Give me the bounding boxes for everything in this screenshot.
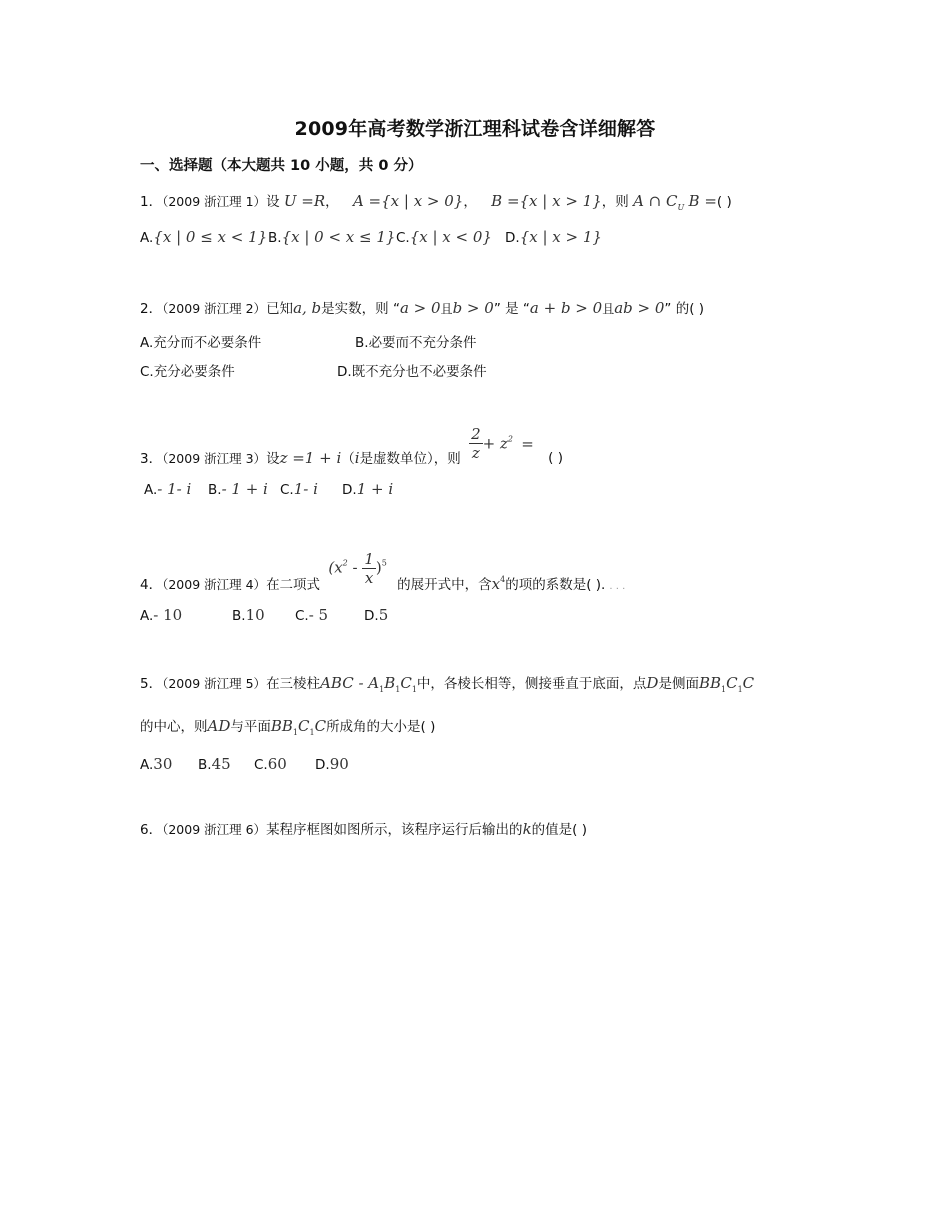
option-b[interactable] <box>208 480 268 498</box>
option-value: 90 <box>329 755 349 773</box>
math-expr: + z <box>482 434 508 453</box>
question-3 <box>140 418 563 469</box>
option-value: {x | 0 < x ≤ 1} <box>281 228 396 246</box>
option-value: - 10 <box>153 606 183 624</box>
option-letter: D. <box>337 364 352 380</box>
math-subscript: 1 <box>411 685 417 694</box>
option-b[interactable] <box>268 228 395 246</box>
option-letter: B. <box>198 757 212 773</box>
option-value: {x | 0 ≤ x < 1} <box>153 228 268 246</box>
option-value: 45 <box>211 755 231 773</box>
math-subscript: 1 <box>309 728 315 737</box>
math-expr: z =1 + i <box>279 449 342 467</box>
math-expr: AD <box>207 717 231 735</box>
math-expr: BB <box>270 717 293 735</box>
math-subscript: 1 <box>292 728 298 737</box>
question-source: （2009 浙江理 1） <box>162 194 267 209</box>
text-run: 的中心，则 <box>140 719 208 735</box>
option-d[interactable] <box>342 480 393 498</box>
question-6 <box>140 818 587 838</box>
text-run: 的项的系数是( ). <box>505 577 606 593</box>
math-subscript: 1 <box>395 685 401 694</box>
question-source: （2009 浙江理 2） <box>162 301 267 316</box>
math-subscript: 1 <box>737 685 743 694</box>
option-letter: B. <box>232 608 246 624</box>
option-c[interactable] <box>295 606 328 624</box>
text-run: ， <box>325 194 339 210</box>
question-5 <box>140 672 754 694</box>
option-letter: A. <box>140 335 154 351</box>
text-run: ， <box>463 194 477 210</box>
option-c[interactable] <box>280 480 318 498</box>
math-expr: k <box>522 820 532 838</box>
math-superscript: 5 <box>381 558 387 567</box>
math-expr: B = <box>688 192 717 210</box>
text-run: 与平面 <box>230 719 271 735</box>
question-number: 4． <box>140 577 163 593</box>
text-run: 在三棱柱 <box>266 676 321 692</box>
answer-paren: ( ) <box>716 194 732 210</box>
question-5-line-2 <box>140 715 435 737</box>
question-1 <box>140 190 732 212</box>
math-expr: C <box>298 717 310 735</box>
question-source: （2009 浙江理 4） <box>162 577 267 592</box>
option-letter: D. <box>505 230 520 246</box>
option-c[interactable] <box>254 755 287 773</box>
option-value: 10 <box>245 606 265 624</box>
math-expr: D <box>646 674 659 692</box>
answer-paren: 的值是( ) <box>531 822 587 838</box>
question-number: 1． <box>140 194 163 210</box>
option-letter: C. <box>140 364 154 380</box>
math-expr: B <box>384 674 396 692</box>
option-letter: D. <box>364 608 379 624</box>
text-run: ，则 <box>601 194 629 210</box>
math-expr: ) <box>375 558 382 576</box>
text-run: 某程序框图如图所示，该程序运行后输出的 <box>266 822 523 838</box>
option-a[interactable] <box>140 228 267 246</box>
math-expr: A ∩ C <box>633 192 678 210</box>
text-run: 是虚数单位），则 <box>359 451 461 467</box>
math-subscript: U <box>677 203 685 212</box>
option-letter: B. <box>208 482 222 498</box>
option-value: 既不充分也不必要条件 <box>351 364 487 380</box>
option-value: 1 + i <box>356 480 394 498</box>
question-number: 2． <box>140 301 163 317</box>
option-value: {x | x > 1} <box>519 228 602 246</box>
question-source: （2009 浙江理 5） <box>162 676 267 691</box>
option-value: 30 <box>153 755 173 773</box>
option-a[interactable] <box>140 331 261 351</box>
option-b[interactable] <box>198 755 231 773</box>
answer-paren: ” 的( ) <box>664 301 705 317</box>
math-expr: = <box>521 434 534 453</box>
math-expr: A ={x | x > 0} <box>352 192 464 210</box>
option-value: - 5 <box>308 606 329 624</box>
option-c[interactable] <box>140 360 235 380</box>
question-source: （2009 浙江理 6） <box>162 822 267 837</box>
option-d[interactable] <box>364 606 388 624</box>
text-run: 是实数，则 “ <box>321 301 400 317</box>
option-letter: A. <box>140 757 154 773</box>
option-letter: C. <box>280 482 294 498</box>
text-run: 且 <box>440 302 453 316</box>
fraction-2-over-z <box>469 425 483 462</box>
answer-paren: 所成角的大小是( ) <box>326 719 436 735</box>
text-run: 且 <box>602 302 615 316</box>
text-run: （ <box>341 451 355 467</box>
option-d[interactable] <box>337 360 487 380</box>
option-d[interactable] <box>505 228 602 246</box>
math-superscript: 4 <box>500 575 506 584</box>
text-run: 已知 <box>266 301 294 317</box>
math-expr: C <box>314 717 327 735</box>
text-run: 是侧面 <box>658 676 699 692</box>
option-value: 充分必要条件 <box>153 364 235 380</box>
option-letter: B. <box>355 335 369 351</box>
question-number: 5． <box>140 676 163 692</box>
text-run: 在二项式 <box>266 577 321 593</box>
option-b[interactable] <box>232 606 265 624</box>
math-expr: a + b > 0 <box>529 299 603 317</box>
option-value: 60 <box>267 755 287 773</box>
option-letter: C. <box>396 230 410 246</box>
option-value: 充分而不必要条件 <box>153 335 262 351</box>
question-source: （2009 浙江理 3） <box>162 451 267 466</box>
page-title: 2009年高考数学浙江理科试卷含详细解答 <box>294 118 656 140</box>
option-letter: C. <box>295 608 309 624</box>
math-expr: C <box>726 674 738 692</box>
fraction-1-over-x <box>362 550 376 587</box>
answer-paren: ( ) <box>548 449 563 466</box>
option-b[interactable] <box>355 331 477 351</box>
trailing-dots: . . . <box>609 581 626 592</box>
option-letter: B. <box>268 230 282 246</box>
fraction-numerator: 2 <box>471 425 481 443</box>
math-expr: U =R <box>283 192 326 210</box>
option-a[interactable] <box>144 480 191 498</box>
math-expr: B ={x | x > 1} <box>491 192 602 210</box>
fraction-denominator: z <box>471 444 480 462</box>
question-number: 3． <box>140 451 163 467</box>
math-subscript: 1 <box>379 685 385 694</box>
option-a[interactable] <box>140 755 172 773</box>
math-expr: x <box>491 575 501 593</box>
option-d[interactable] <box>315 755 349 773</box>
math-expr: ab > 0 <box>614 299 665 317</box>
math-expr: - <box>347 558 363 576</box>
option-a[interactable] <box>140 606 182 624</box>
question-4 <box>140 543 625 593</box>
option-letter: A. <box>140 608 154 624</box>
fraction-numerator: 1 <box>364 549 374 568</box>
option-value: - 1 + i <box>221 480 268 498</box>
option-letter: C. <box>254 757 268 773</box>
math-subscript: 1 <box>721 685 727 694</box>
option-c[interactable] <box>396 228 492 246</box>
math-expr: b > 0 <box>452 299 494 317</box>
math-expr: a, b <box>293 299 322 317</box>
math-expr: (x <box>328 558 343 576</box>
section-heading: 一、选择题（本大题共 10 小题，共 0 分） <box>140 158 423 174</box>
text-run: ” 是 “ <box>493 301 530 317</box>
option-letter: A. <box>140 230 154 246</box>
option-letter: A. <box>144 482 158 498</box>
option-value: 1- i <box>293 480 318 498</box>
fraction-denominator: x <box>364 568 374 587</box>
text-run: 设 <box>266 194 280 210</box>
math-superscript: 2 <box>342 558 348 567</box>
math-superscript: 2 <box>507 434 513 444</box>
math-expr: C <box>400 674 412 692</box>
text-run: 设 <box>266 451 280 467</box>
text-run: 中，各棱长相等，侧接垂直于底面，点 <box>416 676 647 692</box>
question-2 <box>140 297 704 317</box>
math-expr: C <box>742 674 755 692</box>
text-run: 的展开式中，含 <box>397 577 492 593</box>
option-value: - 1- i <box>157 480 192 498</box>
option-value: 必要而不充分条件 <box>368 335 477 351</box>
option-letter: D. <box>315 757 330 773</box>
math-expr: a > 0 <box>399 299 441 317</box>
question-number: 6． <box>140 822 163 838</box>
binomial-expr <box>328 550 387 587</box>
option-value: {x | x < 0} <box>409 228 492 246</box>
math-expr: BB <box>698 674 721 692</box>
option-letter: D. <box>342 482 357 498</box>
math-expr: i <box>354 449 360 467</box>
math-expr: ABC - A <box>320 674 380 692</box>
option-value: 5 <box>378 606 389 624</box>
